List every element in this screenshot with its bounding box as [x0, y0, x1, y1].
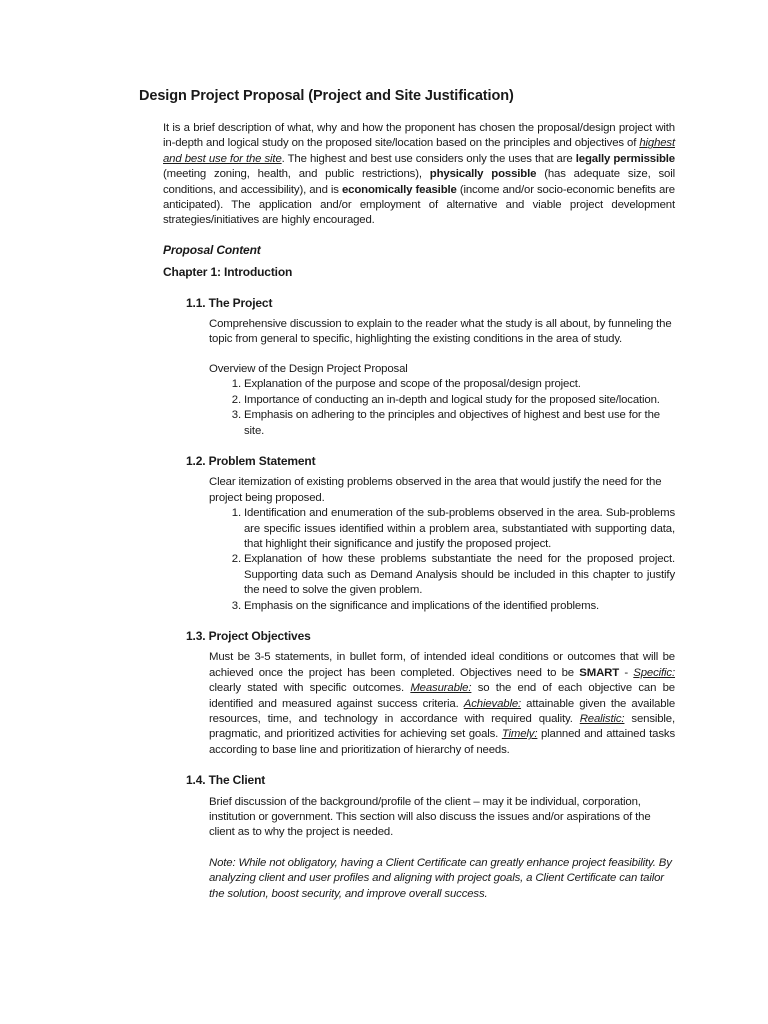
list-item: 3. Emphasis on adhering to the principles and objectives of highest and best use for the site.: [244, 408, 675, 439]
section-body: [209, 317, 675, 439]
list-item: 2. Importance of conducting an in-depth and logical study for the proposed site/location.: [244, 393, 675, 408]
overview-list: [209, 377, 675, 439]
intro-text-7: (has adequate size, soil conditions, and accessibility), and is: [163, 168, 675, 196]
intro-text-1: It is a brief description of what, why and how the proponent has chosen the proposal/design project with in-depth and logical study on the proposed site/location based on the principles and objectives of: [163, 122, 675, 150]
section-paragraph: Brief discussion of the background/profile of the client – may it be individual, corporation, institution or government. This section will also discuss the issues and/or aspirations of the client as to why the project is needed.: [209, 795, 651, 839]
section-body: [209, 795, 675, 902]
section-paragraph: Comprehensive discussion to explain to the reader what the study is all about, by funneling the topic from general to specific, highlighting the existing conditions in the area of study.: [209, 318, 672, 346]
objectives-text: attainable given the available resources, time, and technology in accordance with required quality.: [209, 697, 676, 725]
objectives-text: planned and attained tasks according to base line and prioritization of hierarchy of needs.: [209, 728, 675, 756]
objectives-text: clearly stated with specific outcomes.: [209, 682, 411, 695]
objectives-text: Must be 3-5 statements, in bullet form, of intended ideal conditions or outcomes that will be achieved once the project has been completed. Objectives need to be: [209, 651, 675, 679]
section-the-client: [186, 773, 675, 902]
list-item: 2. Explanation of how these problems substantiate the need for the proposed project. Supporting data such as Demand Analysis should be included in this chapter to justify the need to solve the given problem.: [244, 552, 675, 598]
section-the-project: [186, 296, 675, 439]
objectives-text: -: [619, 666, 634, 679]
intro-paragraph: [163, 121, 675, 229]
intro-physically-possible: physically possible: [429, 168, 537, 181]
specific-term: Specific:: [633, 666, 675, 679]
chapter-heading: Chapter 1: Introduction: [163, 265, 293, 280]
intro-highest-best-use: highest and best use for the site: [163, 137, 675, 165]
smart-term: SMART: [579, 666, 620, 679]
section-title: 1.1. The Project: [186, 295, 273, 310]
section-body: [209, 650, 675, 758]
list-item: 3. Emphasis on the significance and implications of the identified problems.: [244, 599, 675, 614]
intro-legally-permissible: legally permissible: [575, 152, 675, 165]
intro-text-3: . The highest and best use considers only the uses that are: [281, 152, 576, 165]
intro-economically-feasible: economically feasible: [341, 183, 457, 196]
section-paragraph: Clear itemization of existing problems observed in the area that would justify the need for the project being proposed.: [209, 476, 662, 504]
section-title: 1.4. The Client: [186, 773, 266, 788]
proposal-content-heading: Proposal Content: [163, 242, 261, 257]
objectives-text: sensible, pragmatic, and prioritized activities for achieving set goals.: [209, 713, 676, 741]
section-body: [209, 475, 675, 614]
problem-list: [209, 506, 675, 614]
document-title: Design Project Proposal (Project and Site Justification): [139, 88, 514, 104]
section-project-objectives: [186, 629, 675, 758]
achievable-term: Achievable:: [463, 697, 522, 710]
client-note: Note: While not obligatory, having a Client Certificate can greatly enhance project feasibility. By analyzing client and user profiles and aligning with project goals, a Client Certificate can tailor the solution, boost security, and improve overall success.: [209, 856, 672, 900]
section-problem-statement: [186, 454, 675, 614]
measurable-term: Measurable:: [410, 682, 472, 695]
intro-text-9: (income and/or socio-economic benefits are anticipated). The application and/or employment of alternative and viable project development strategies/initiatives are highly encouraged.: [163, 183, 675, 227]
overview-label: Overview of the Design Project Proposal: [209, 362, 408, 375]
document-body: [163, 121, 675, 902]
section-title: 1.2. Problem Statement: [186, 453, 316, 468]
list-item: 1. Identification and enumeration of the sub-problems observed in the area. Sub-problems are specific issues identified within a problem area, substantiated with supporting data, that highlight their significance and justify the proposed project.: [244, 506, 675, 552]
timely-term: Timely:: [501, 728, 538, 741]
list-item: 1. Explanation of the purpose and scope of the proposal/design project.: [244, 377, 675, 392]
objectives-text: so the end of each objective can be identified and measured against success criteria.: [209, 682, 675, 710]
intro-text-5: (meeting zoning, health, and public restrictions),: [163, 168, 430, 181]
section-title: 1.3. Project Objectives: [186, 628, 311, 643]
realistic-term: Realistic:: [579, 713, 625, 725]
objectives-paragraph: [209, 650, 675, 758]
